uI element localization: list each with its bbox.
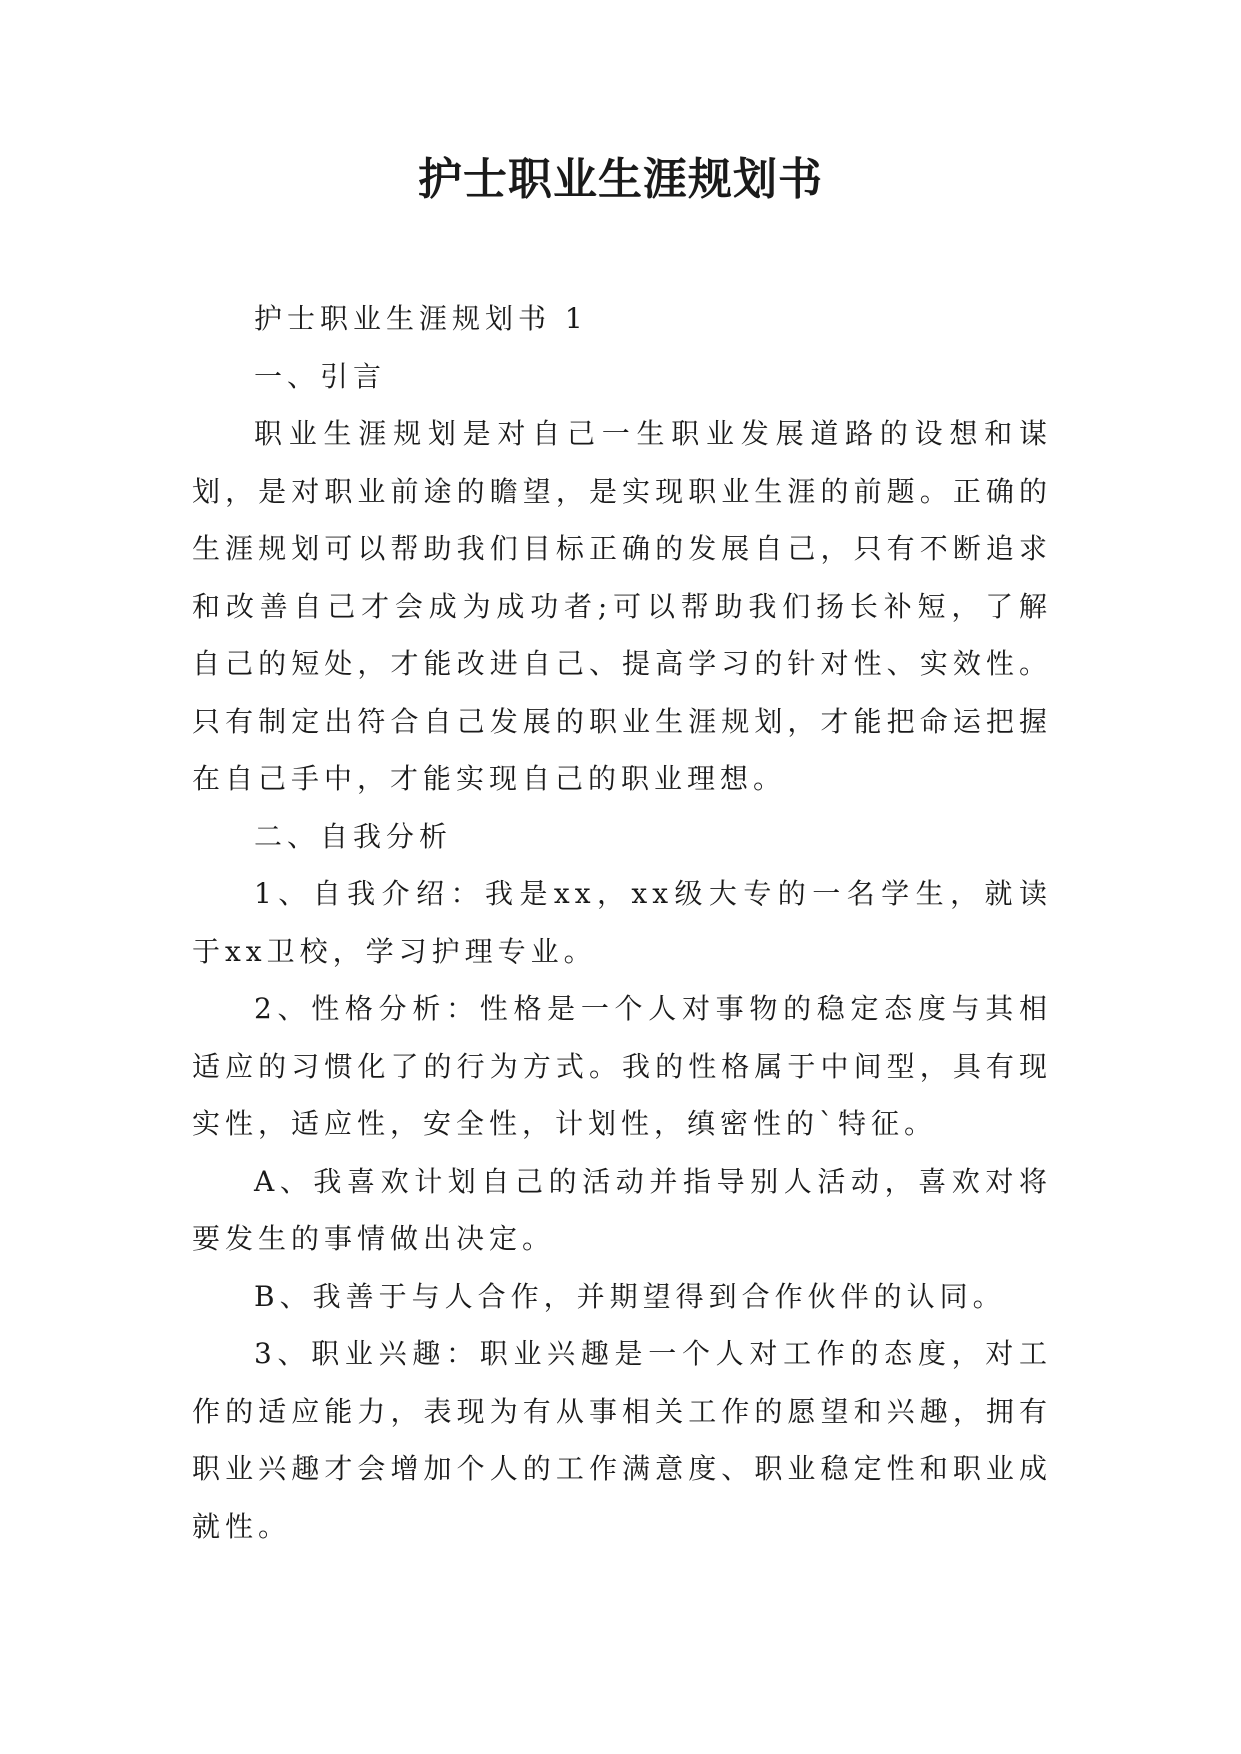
body-paragraph: A、我喜欢计划自己的活动并指导别人活动，喜欢对将要发生的事情做出决定。 <box>192 1164 1052 1255</box>
body-paragraph: 1、自我介绍：我是xx，xx级大专的一名学生，就读于xx卫校，学习护理专业。 <box>192 877 1052 968</box>
document-body <box>192 290 1052 1555</box>
subtitle-paragraph: 护士职业生涯规划书 1 <box>254 302 588 335</box>
section-heading-self-analysis: 二、自我分析 <box>254 819 453 853</box>
document-title: 护士职业生涯规划书 <box>418 154 823 205</box>
body-paragraph: 职业生涯规划是对自己一生职业发展道路的设想和谋划，是对职业前途的瞻望，是实现职业生涯的前题。正确的生涯规划可以帮助我们目标正确的发展自己，只有不断追求和改善自己才会成为成功者;可以帮助我们扬长补短，了解自己的短处，才能改进自己、提高学习的针对性、实效性。只有制定出符合自己发展的职业生涯规划，才能把命运把握在自己手中，才能实现自己的职业理想。 <box>192 417 1052 795</box>
body-paragraph: 2、性格分析：性格是一个人对事物的稳定态度与其相适应的习惯化了的行为方式。我的性格属于中间型，具有现实性，适应性，安全性，计划性，缜密性的`特征。 <box>192 992 1052 1140</box>
section-heading-introduction: 一、引言 <box>254 359 387 393</box>
body-paragraph: B、我善于与人合作，并期望得到合作伙伴的认同。 <box>254 1279 1006 1313</box>
body-paragraph: 3、职业兴趣：职业兴趣是一个人对工作的态度，对工作的适应能力，表现为有从事相关工作的愿望和兴趣，拥有职业兴趣才会增加个人的工作满意度、职业稳定性和职业成就性。 <box>192 1337 1052 1543</box>
